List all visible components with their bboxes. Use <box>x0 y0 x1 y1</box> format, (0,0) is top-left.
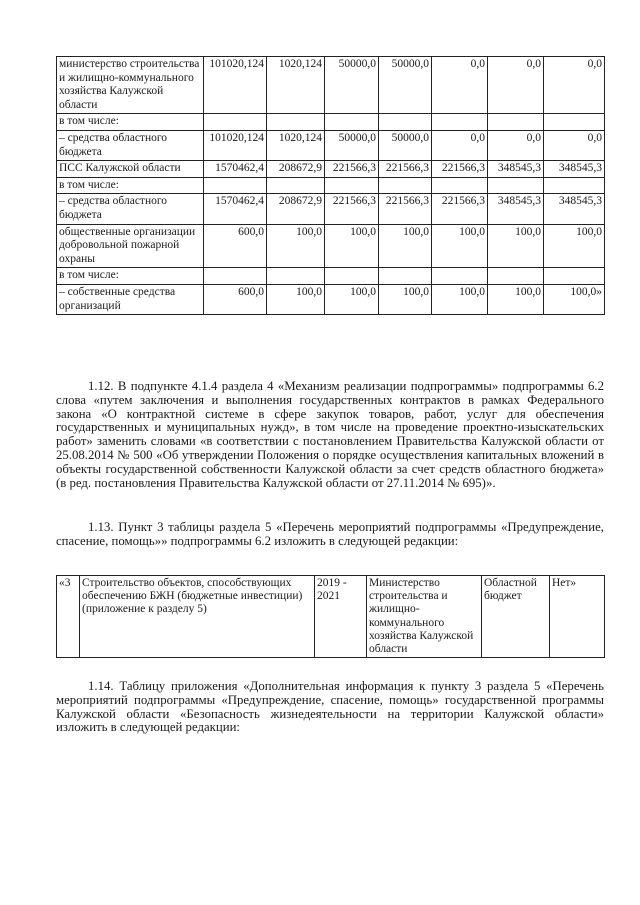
table-row <box>57 194 605 224</box>
row-value <box>204 268 267 285</box>
row-value <box>544 114 605 131</box>
row-value: 348545,3 <box>488 194 544 224</box>
row-value: 221566,3 <box>325 161 379 178</box>
table-row <box>57 177 605 194</box>
row-value: 50000,0 <box>325 57 379 114</box>
row-value: 0,0 <box>544 57 605 114</box>
row-label: в том числе: <box>57 177 204 194</box>
measure-number: «3 <box>57 576 80 658</box>
row-value <box>267 114 325 131</box>
row-label: – собственные средства организаций <box>57 284 204 314</box>
row-value <box>325 268 379 285</box>
row-value <box>379 114 432 131</box>
row-value: 50000,0 <box>379 57 432 114</box>
row-value: 50000,0 <box>325 130 379 160</box>
row-value: 0,0 <box>488 130 544 160</box>
row-value <box>544 268 605 285</box>
row-value: 0,0 <box>432 130 488 160</box>
row-value: 0,0 <box>488 57 544 114</box>
row-label: ПСС Калужской области <box>57 161 204 178</box>
row-value: 100,0 <box>267 224 325 268</box>
row-value <box>488 177 544 194</box>
row-value: 100,0 <box>544 224 605 268</box>
row-value: 1020,124 <box>267 130 325 160</box>
row-value: 600,0 <box>204 284 267 314</box>
row-value <box>488 268 544 285</box>
measure-period: 2019 - 2021 <box>315 576 367 658</box>
row-value: 221566,3 <box>432 194 488 224</box>
row-value: 221566,3 <box>325 194 379 224</box>
row-value <box>204 114 267 131</box>
row-value: 100,0 <box>432 224 488 268</box>
table-row <box>57 57 605 114</box>
table-row <box>57 114 605 131</box>
table-row <box>57 268 605 285</box>
row-value: 100,0» <box>544 284 605 314</box>
row-value <box>432 177 488 194</box>
row-value: 50000,0 <box>379 130 432 160</box>
row-value <box>325 114 379 131</box>
row-value: 100,0 <box>267 284 325 314</box>
row-label: в том числе: <box>57 114 204 131</box>
row-value: 208672,9 <box>267 161 325 178</box>
row-value: 100,0 <box>325 284 379 314</box>
row-value <box>488 114 544 131</box>
measures-table <box>56 575 605 658</box>
row-value: 1020,124 <box>267 57 325 114</box>
row-value <box>432 268 488 285</box>
row-value: 1570462,4 <box>204 194 267 224</box>
row-value <box>204 177 267 194</box>
paragraph-1-14: 1.14. Таблицу приложения «Дополнительная информация к пункту 3 раздела 5 «Перечень мероприятий подпрограммы «Предупреждение, спасение, помощь» государственной программы Калужской области «Безопасность жизнедеятельности на территории Калужской области» изложить в следующей редакции: <box>56 679 604 735</box>
row-value <box>267 177 325 194</box>
row-value <box>544 177 605 194</box>
row-value <box>379 268 432 285</box>
row-value: 221566,3 <box>379 194 432 224</box>
row-value: 221566,3 <box>432 161 488 178</box>
row-value <box>379 177 432 194</box>
paragraph-1-12: 1.12. В подпункте 4.1.4 раздела 4 «Механизм реализации подпрограммы» подпрограммы 6.2 слова «путем заключения и выполнения государственных контрактов в рамках Федерального закона «О контрактной системе в сфере закупок товаров, работ, услуг для обеспечения государственных и муниципальных нужд», в том числе на проведение проектно-изыскательских работ» заменить словами «в соответствии с постановлением Правительства Калужской области от 25.08.2014 № 500 «Об утверждении Положения о порядке осуществления капитальных вложений в объекты государственной собственности Калужской области за счет средств областного бюджета» (в ред. постановления Правительства Калужской области от 27.11.2014 № 695)». <box>56 379 604 490</box>
row-value: 208672,9 <box>267 194 325 224</box>
row-value: 348545,3 <box>544 161 605 178</box>
row-value: 100,0 <box>432 284 488 314</box>
row-value: 100,0 <box>325 224 379 268</box>
row-value: 101020,124 <box>204 130 267 160</box>
row-label: – средства областного бюджета <box>57 194 204 224</box>
row-label: в том числе: <box>57 268 204 285</box>
row-value: 348545,3 <box>488 161 544 178</box>
funding-table <box>56 56 605 315</box>
table-row <box>57 284 605 314</box>
row-value <box>267 268 325 285</box>
paragraph-1-13: 1.13. Пункт 3 таблицы раздела 5 «Перечень мероприятий подпрограммы «Предупреждение, спасение, помощь»» подпрограммы 6.2 изложить в следующей редакции: <box>56 520 604 548</box>
row-label: – средства областного бюджета <box>57 130 204 160</box>
row-value: 0,0 <box>544 130 605 160</box>
table-row <box>57 161 605 178</box>
row-value: 348545,3 <box>544 194 605 224</box>
row-label: министерство строительства и жилищно-коммунального хозяйства Калужской области <box>57 57 204 114</box>
row-value <box>325 177 379 194</box>
measure-name: Строительство объектов, способствующих обеспечению БЖН (бюджетные инвестиции) (приложение к разделу 5) <box>80 576 315 658</box>
row-value: 100,0 <box>488 224 544 268</box>
row-value: 0,0 <box>432 57 488 114</box>
table-row <box>57 224 605 268</box>
row-value: 600,0 <box>204 224 267 268</box>
row-value: 100,0 <box>379 224 432 268</box>
row-value: 100,0 <box>488 284 544 314</box>
row-value: 100,0 <box>379 284 432 314</box>
table-row <box>57 576 605 658</box>
row-label: общественные организации добровольной пожарной охраны <box>57 224 204 268</box>
measure-source: Областной бюджет <box>482 576 550 658</box>
row-value: 101020,124 <box>204 57 267 114</box>
row-value: 221566,3 <box>379 161 432 178</box>
measure-executor: Министерство строительства и жилищно-коммунального хозяйства Калужской области <box>367 576 482 658</box>
row-value <box>432 114 488 131</box>
measure-note: Нет» <box>550 576 605 658</box>
table-row <box>57 130 605 160</box>
row-value: 1570462,4 <box>204 161 267 178</box>
